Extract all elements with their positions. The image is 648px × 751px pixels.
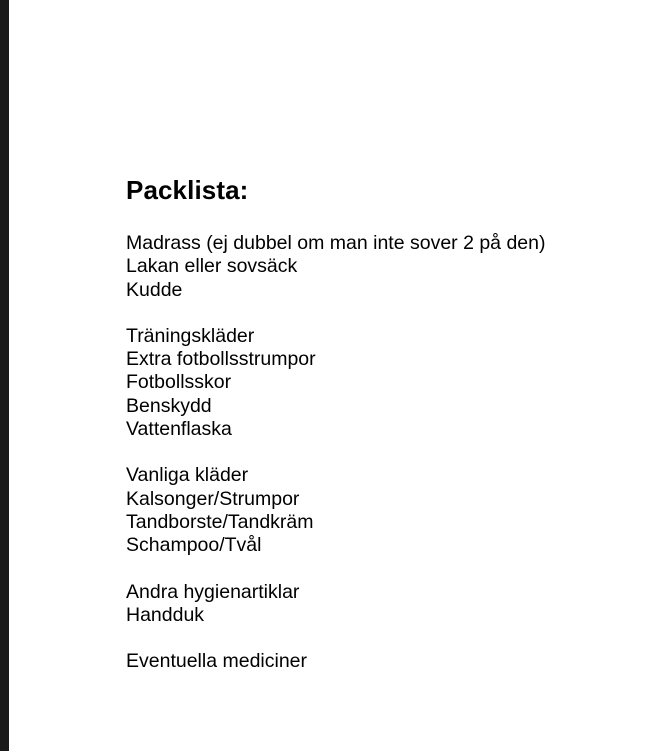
packing-group-clothes [126, 464, 626, 557]
list-item: Träningskläder [126, 324, 255, 347]
document-content [126, 174, 626, 696]
list-item: Extra fotbollsstrumpor [126, 348, 316, 371]
packing-group-hygiene [126, 581, 626, 628]
list-item: Kalsonger/Strumpor [126, 487, 300, 510]
list-item: Madrass (ej dubbel om man inte sover 2 på den) [126, 232, 546, 254]
list-item: Kudde [126, 278, 183, 301]
list-item: Tandborste/Tandkräm [126, 510, 314, 533]
list-item: Vattenflaska [126, 418, 232, 441]
list-item: Lakan eller sovsäck [126, 255, 298, 278]
packing-group-bedding [126, 232, 626, 302]
list-item: Eventuella mediciner [126, 650, 308, 673]
page-title: Packlista: [126, 175, 249, 205]
left-window-edge [0, 0, 9, 751]
list-item: Vanliga kläder [126, 464, 249, 487]
list-item: Schampoo/Tvål [126, 534, 262, 557]
document-page [9, 0, 648, 751]
list-item: Fotbollsskor [126, 371, 232, 394]
list-item: Benskydd [126, 394, 212, 417]
list-item: Andra hygienartiklar [126, 580, 300, 603]
list-item: Handduk [126, 603, 205, 626]
packing-group-training [126, 325, 626, 441]
packing-group-medicine [126, 650, 626, 673]
